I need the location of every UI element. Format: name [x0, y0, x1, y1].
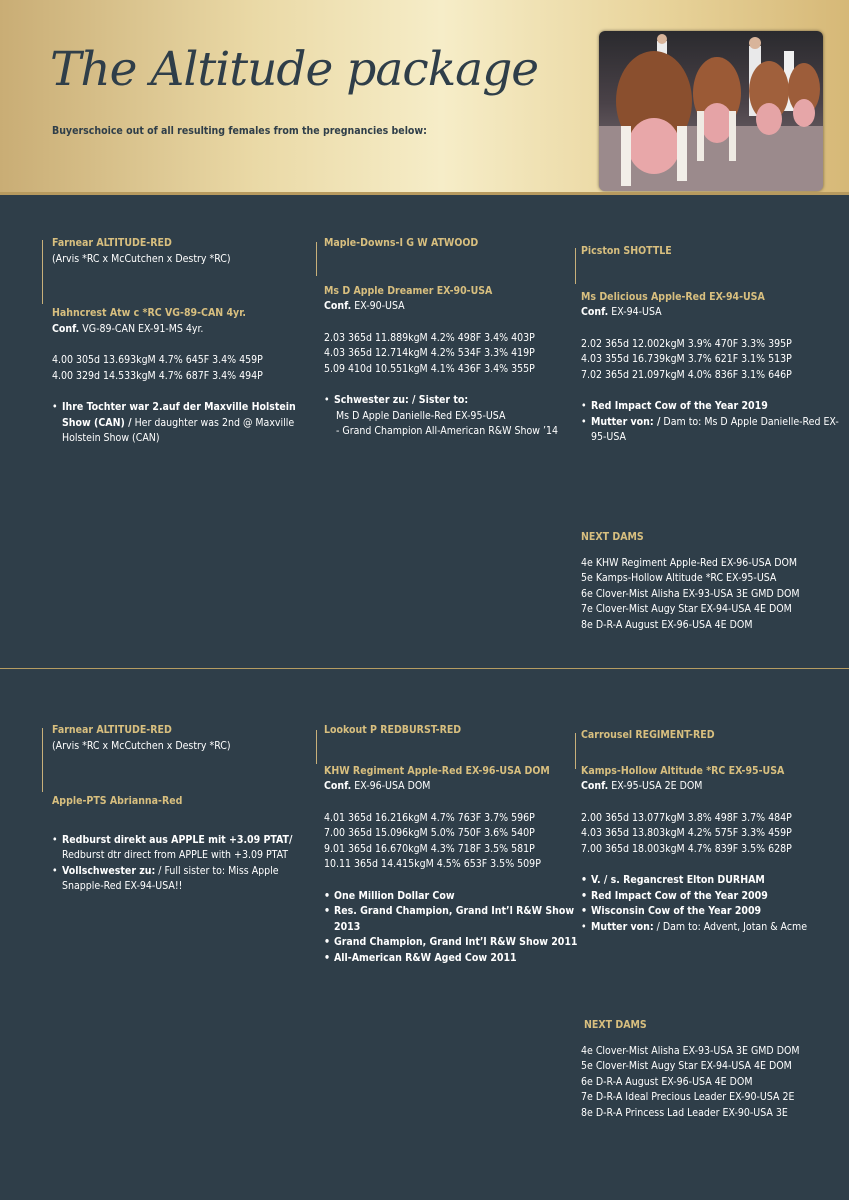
section2-col2-bar [316, 730, 317, 764]
next-dams-label: NEXT DAMS [584, 1018, 647, 1031]
conf-line: Conf. EX-90-USA [324, 300, 405, 312]
section1-col2 [324, 236, 586, 440]
note-item: • Red Impact Cow of the Year 2019 [581, 399, 843, 415]
notes [581, 399, 843, 446]
record-line: 4.00 305d 13.693kgM 4.7% 645F 3.4% 459P [52, 354, 263, 366]
header-banner [0, 0, 849, 195]
section2-next-dams [581, 1007, 843, 1121]
section2-col3 [581, 728, 843, 935]
page-subtitle: Buyerschoice out of all resulting females from the pregnancies below: [52, 125, 427, 137]
record-line: 4.01 365d 16.216kgM 4.7% 763F 3.7% 596P [324, 811, 535, 824]
record-line: 5.09 410d 10.551kgM 4.1% 436F 3.4% 355P [324, 362, 535, 375]
note-item: • V. / s. Regancrest Elton DURHAM [581, 873, 843, 889]
next-dam-item: 5e Clover-Mist Augy Star EX-94-USA 4E DOM [581, 1060, 792, 1072]
dam-name: KHW Regiment Apple-Red EX-96-USA DOM [324, 764, 550, 777]
note-item: • Redburst direkt aus APPLE mit +3.09 PTAT/ Redburst dtr direct from APPLE with +3.09 PTAT [52, 833, 307, 864]
record-line: 2.03 365d 11.889kgM 4.2% 498F 3.4% 403P [324, 331, 535, 344]
sire-name: Maple-Downs-I G W ATWOOD [324, 237, 479, 249]
record-line: 9.01 365d 16.670kgM 4.3% 718F 3.5% 581P [324, 842, 535, 855]
next-dam-item: 6e D-R-A August EX-96-USA 4E DOM [581, 1075, 753, 1088]
note-item: • Ihre Tochter war 2.auf der Maxville Holstein Show (CAN) / Her daughter was 2nd @ Maxville Holstein Show (CAN) [52, 400, 310, 447]
section2-col1 [52, 723, 314, 895]
section2-col2 [324, 723, 580, 966]
dam-name: Ms D Apple Dreamer EX-90-USA [324, 284, 493, 297]
section1-next-dams [581, 519, 843, 633]
section1-col2-bar [316, 242, 317, 276]
record-line: 4.03 355d 16.739kgM 3.7% 621F 3.1% 513P [581, 353, 792, 365]
next-dam-item: 4e Clover-Mist Alisha EX-93-USA 3E GMD DOM [581, 1044, 800, 1057]
sire-name: Farnear ALTITUDE-RED [52, 724, 172, 736]
record-line: 4.03 365d 12.714kgM 4.2% 534F 3.3% 419P [324, 347, 535, 359]
next-dam-item: 6e Clover-Mist Alisha EX-93-USA 3E GMD DOM [581, 587, 800, 600]
sire-name: Picston SHOTTLE [581, 245, 672, 257]
record-line: 7.00 365d 15.096kgM 5.0% 750F 3.6% 540P [324, 827, 535, 839]
sire-pedigree: (Arvis *RC x McCutchen x Destry *RC) [52, 739, 231, 752]
note-item: • One Million Dollar Cow [324, 889, 580, 905]
next-dam-item: 7e Clover-Mist Augy Star EX-94-USA 4E DOM [581, 603, 792, 615]
conf-line: Conf. EX-94-USA [581, 306, 662, 318]
notes [324, 393, 586, 409]
sister-line: - Grand Champion All-American R&W Show ’14 [336, 425, 558, 437]
records [581, 337, 843, 384]
dam-name: Hahncrest Atw c *RC VG-89-CAN 4yr. [52, 307, 246, 319]
note-item: • Schwester zu: / Sister to: [324, 393, 586, 409]
conf-line: Conf. EX-95-USA 2E DOM [581, 780, 703, 792]
section1-col3 [581, 244, 843, 446]
note-item: • Mutter von: / Dam to: Ms D Apple Danielle-Red EX-95-USA [581, 415, 843, 446]
records [324, 811, 580, 873]
next-dam-item: 7e D-R-A Ideal Precious Leader EX-90-USA 2E [581, 1091, 795, 1103]
notes [581, 873, 843, 935]
notes [324, 889, 580, 967]
section2-col3-bar [575, 733, 576, 769]
conf-line: Conf. VG-89-CAN EX-91-MS 4yr. [52, 322, 204, 335]
next-dam-item: 8e D-R-A August EX-96-USA 4E DOM [581, 618, 753, 631]
sire-name: Lookout P REDBURST-RED [324, 724, 462, 736]
dam-name: Kamps-Hollow Altitude *RC EX-95-USA [581, 764, 785, 777]
note-item: • Res. Grand Champion, Grand Int’l R&W Show 2013 [324, 904, 580, 935]
conf-line: Conf. EX-96-USA DOM [324, 780, 431, 792]
note-item: • Grand Champion, Grand Int’l R&W Show 2011 [324, 935, 580, 951]
next-dam-item: 4e KHW Regiment Apple-Red EX-96-USA DOM [581, 556, 798, 569]
section1-col3-bar [575, 248, 576, 284]
cows-photo [599, 31, 823, 191]
sister-line: Ms D Apple Danielle-Red EX-95-USA [336, 409, 506, 422]
section2-col1-bar [42, 728, 43, 792]
records [324, 331, 586, 378]
record-line: 7.02 365d 21.097kgM 4.0% 836F 3.1% 646P [581, 368, 792, 381]
section1-col1-bar [42, 240, 43, 304]
next-dam-item: 8e D-R-A Princess Lad Leader EX-90-USA 3E [581, 1106, 788, 1119]
record-line: 4.00 329d 14.533kgM 4.7% 687F 3.4% 494P [52, 369, 263, 382]
records [581, 811, 843, 858]
sire-pedigree: (Arvis *RC x McCutchen x Destry *RC) [52, 252, 231, 265]
dam-name: Apple-PTS Abrianna-Red [52, 795, 183, 807]
dam-name: Ms Delicious Apple-Red EX-94-USA [581, 290, 765, 303]
record-line: 4.03 365d 13.803kgM 4.2% 575F 3.3% 459P [581, 827, 792, 839]
note-item: • All-American R&W Aged Cow 2011 [324, 951, 580, 967]
note-item: • Wisconsin Cow of the Year 2009 [581, 904, 843, 920]
note-item: • Red Impact Cow of the Year 2009 [581, 889, 843, 905]
record-line: 10.11 365d 14.415kgM 4.5% 653F 3.5% 509P [324, 858, 541, 870]
next-dam-item: 5e Kamps-Hollow Altitude *RC EX-95-USA [581, 572, 777, 584]
sire-name: Carrousel REGIMENT-RED [581, 729, 715, 741]
note-item: • Vollschwester zu: / Full sister to: Miss Apple Snapple-Red EX-94-USA!! [52, 864, 307, 895]
section-divider [0, 668, 849, 669]
records [52, 353, 314, 384]
page-title: The Altitude package [50, 42, 539, 97]
notes [52, 833, 307, 895]
record-line: 7.00 365d 18.003kgM 4.7% 839F 3.5% 628P [581, 842, 792, 855]
note-item: • Mutter von: / Dam to: Advent, Jotan & Acme [581, 920, 843, 936]
record-line: 2.02 365d 12.002kgM 3.9% 470F 3.3% 395P [581, 337, 792, 350]
sire-name: Farnear ALTITUDE-RED [52, 237, 172, 249]
record-line: 2.00 365d 13.077kgM 3.8% 498F 3.7% 484P [581, 811, 792, 824]
section1-col1 [52, 236, 314, 447]
next-dams-label: NEXT DAMS [581, 530, 644, 543]
notes [52, 400, 310, 447]
